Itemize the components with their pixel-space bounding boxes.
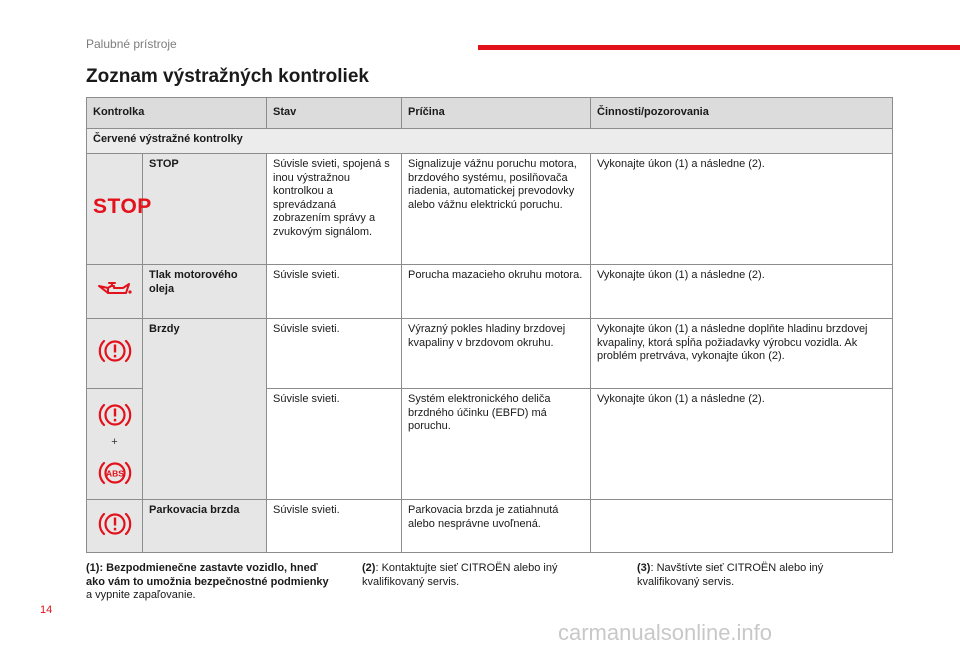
footnote-2-text: : Kontaktujte sieť CITROËN alebo iný kvalifikovaný servis.	[362, 562, 558, 588]
action-cell: Vykonajte úkon (1) a následne (2).	[591, 154, 893, 265]
icon-cell	[87, 500, 143, 553]
icon-cell	[87, 154, 152, 265]
footnote-3-text: : Navštívte sieť CITROËN alebo iný kvalifikovaný servis.	[637, 562, 824, 588]
table-header-row	[87, 98, 893, 129]
state-cell: Súvisle svieti.	[267, 500, 402, 553]
page-number: 14	[40, 604, 53, 616]
action-cell: Vykonajte úkon (1) a následne (2).	[591, 389, 893, 500]
indicator-name: Brzdy	[143, 319, 267, 500]
column-header-indicator: Kontrolka	[87, 98, 267, 129]
action-cell	[591, 500, 893, 553]
oil-can-icon	[96, 280, 134, 298]
brake-warning-icon	[98, 336, 132, 366]
footnote-2	[362, 562, 602, 589]
warning-lights-table	[86, 97, 893, 553]
column-header-state: Stav	[267, 98, 402, 129]
category-title: Červené výstražné kontrolky	[87, 129, 893, 154]
column-header-cause: Príčina	[402, 98, 591, 129]
icon-cell	[87, 389, 143, 500]
table-row	[87, 319, 893, 389]
cause-cell: Signalizuje vážnu poruchu motora, brzdového systému, posilňovača riadenia, automatickej prevodovky alebo vážnu elektrickú poruchu.	[402, 154, 591, 265]
table-row	[87, 154, 893, 265]
action-cell: Vykonajte úkon (1) a následne (2).	[591, 265, 893, 319]
abs-text: ABS	[105, 468, 124, 479]
state-cell: Súvisle svieti.	[267, 265, 402, 319]
watermark: carmanualsonline.info	[558, 620, 773, 645]
indicator-name: Tlak motorového oleja	[143, 265, 267, 319]
table-row	[87, 265, 893, 319]
indicator-name: Parkovacia brzda	[143, 500, 267, 553]
state-cell: Súvisle svieti.	[267, 319, 402, 389]
icon-cell	[87, 319, 143, 389]
column-header-actions: Činnosti/pozorovania	[591, 98, 893, 129]
footnote-1-ref: (1)	[86, 562, 100, 574]
footnote-1-rest: a vypnite zapaľovanie.	[86, 589, 196, 601]
footnote-3-ref: (3)	[637, 562, 651, 574]
table-row	[87, 500, 893, 553]
state-cell: Súvisle svieti, spojená s inou výstražnou kontrolkou a sprevádzaná zobrazením správy a zvukovým signálom.	[267, 154, 402, 265]
action-cell: Vykonajte úkon (1) a následne doplňte hladinu brzdovej kvapaliny, ktorá spĺňa požiadavky výrobcu vozidla. Ak problém pretrváva, vykonajte úkon (2).	[591, 319, 893, 389]
abs-icon	[98, 458, 132, 488]
section-label: Palubné prístroje	[86, 37, 177, 51]
footnote-3	[637, 562, 867, 589]
footnote-1	[86, 562, 336, 603]
icon-cell	[87, 265, 143, 319]
cause-cell: Výrazný pokles hladiny brzdovej kvapaliny v brzdovom okruhu.	[402, 319, 591, 389]
brake-warning-icon	[98, 400, 132, 430]
parking-brake-icon	[98, 509, 132, 539]
cause-cell: Porucha mazacieho okruhu motora.	[402, 265, 591, 319]
stop-warning-icon: STOP	[93, 195, 152, 219]
indicator-name: STOP	[143, 154, 267, 265]
cause-cell: Systém elektronického deliča brzdného účinku (EBFD) má poruchu.	[402, 389, 591, 500]
footnote-1-bold: : Bezpodmienečne zastavte vozidlo, hneď ako vám to umožnia bezpečnostné podmienky	[86, 562, 329, 588]
header-accent-bar	[478, 45, 960, 50]
plus-sign: +	[111, 436, 118, 449]
category-row	[87, 129, 893, 154]
state-cell: Súvisle svieti.	[267, 389, 402, 500]
footnote-2-ref: (2)	[362, 562, 376, 574]
page-title: Zoznam výstražných kontroliek	[86, 66, 369, 87]
cause-cell: Parkovacia brzda je zatiahnutá alebo nesprávne uvoľnená.	[402, 500, 591, 553]
